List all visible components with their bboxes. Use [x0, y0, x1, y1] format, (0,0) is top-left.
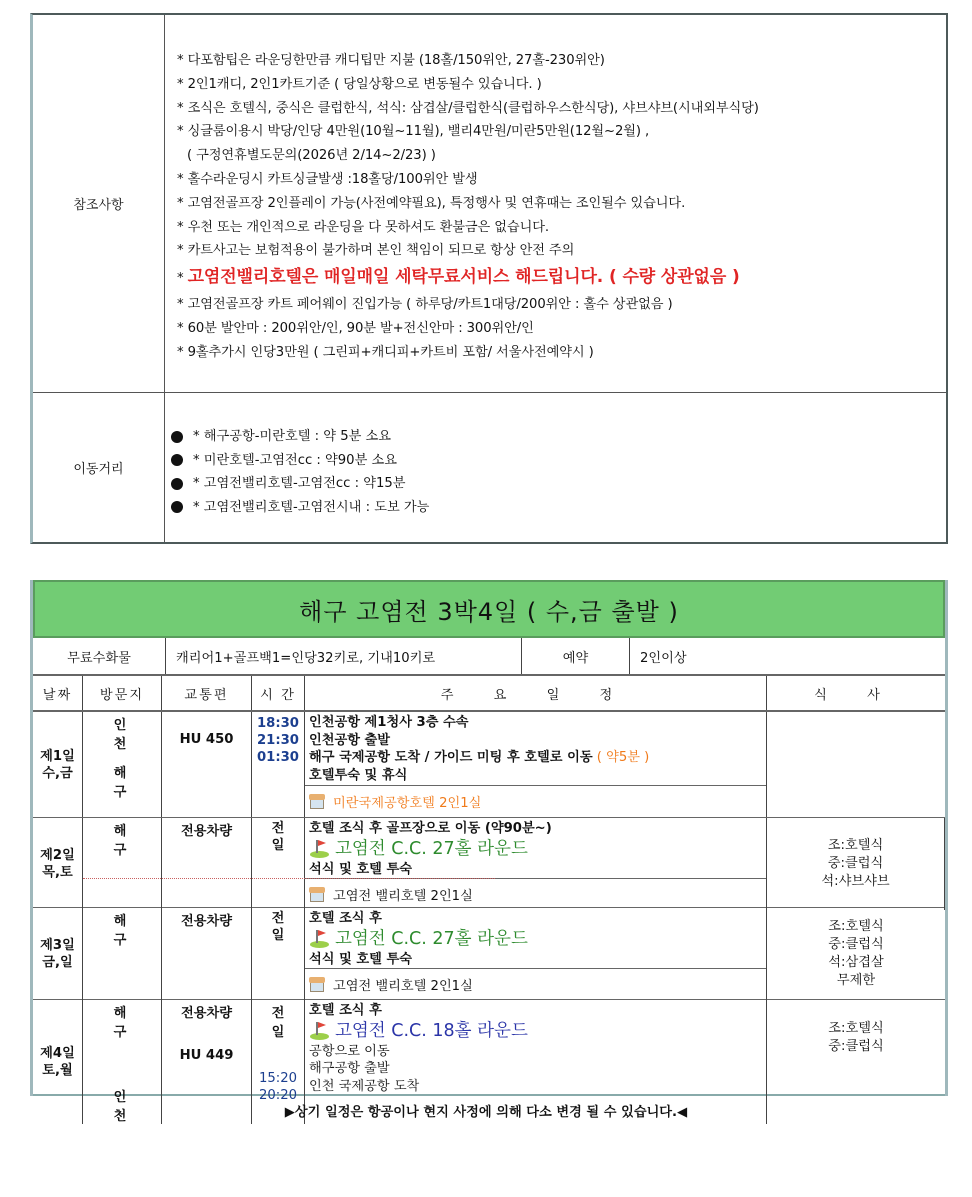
time-cell: [252, 818, 305, 910]
meal-item: 중:클럽식: [827, 856, 884, 871]
schedule-cell: [305, 712, 767, 817]
transport-type: 전용차량: [181, 914, 232, 929]
note-star: *: [177, 271, 188, 287]
day-weekdays: 목,토: [42, 865, 73, 880]
distance-item: [171, 425, 946, 449]
baggage-label: 무료수화물: [33, 638, 166, 674]
booking-value: 2인이상: [640, 650, 687, 666]
note-line: * 고염전골프장 카트 페어웨이 진입가능 ( 하루당/카트1대당/200위안 : 홀수 상관없음 ): [177, 297, 673, 313]
schedule-line: 인천 국제공항 도착: [309, 1078, 420, 1094]
time-value: 전 일: [271, 911, 291, 943]
baggage-value: 캐리어1+골프백1=인당32키로, 기내10키로: [166, 638, 522, 674]
golf-flag-icon: [309, 929, 331, 949]
distance-content: [165, 393, 946, 542]
note-line: * 다포함팁은 라운딩한만큼 캐디팁만 지불 (18홀/150위안, 27홀-230위안): [177, 53, 605, 68]
hotel-name: 고염전 밸리호텔 2인1실: [333, 889, 473, 904]
meal-item: 중:클럽식: [828, 937, 884, 952]
golf-round: [309, 928, 766, 951]
note-highlight: [177, 263, 946, 293]
meal-item: 무제한: [836, 973, 876, 988]
schedule-line: 호텔 조식 후: [309, 1003, 382, 1018]
time-value: 21:30: [257, 733, 299, 748]
hotel-icon: [309, 794, 325, 810]
schedule-line: 인천공항 제1청사 3층 수속: [309, 715, 469, 730]
golf-round-text: 고염전 C.C. 18홀 라운드: [335, 1020, 528, 1041]
time-value: 20:20: [258, 1088, 297, 1103]
bullet-icon: [171, 431, 183, 443]
time-value: 전 일: [271, 821, 291, 853]
visit-cell: [83, 908, 162, 1000]
meal-item: 조:호텔식: [828, 1021, 884, 1036]
schedule-line: 해구공항 출발: [309, 1061, 390, 1076]
header-meals: 식 사: [814, 687, 898, 703]
bullet-icon: [171, 501, 183, 513]
transport-cell: [162, 818, 252, 910]
hotel-row: [305, 785, 766, 817]
hotel-icon: [309, 887, 325, 903]
meals-cell: [767, 818, 945, 910]
visit-place: 해 구: [113, 824, 141, 858]
distance-text: * 미란호텔-고염전cc : 약90분 소요: [193, 452, 397, 468]
notes-content: [165, 15, 946, 393]
golf-round-text: 고염전 C.C. 27홀 라운드: [335, 928, 528, 949]
golf-round: [309, 838, 766, 861]
visit-place: 해 구: [113, 766, 141, 800]
meals-cell: [767, 712, 945, 817]
hotel-row: [305, 878, 766, 910]
distance-label: 이동거리: [33, 393, 165, 542]
bullet-icon: [171, 454, 183, 466]
hotel-name: 미란국제공항호텔 2인1실: [333, 796, 482, 811]
header-time: 시 간: [252, 676, 305, 710]
meals-cell: [767, 908, 945, 1000]
transport-type: 전용차량: [181, 1006, 232, 1021]
distance-text: * 고염전밸리호텔-고염전cc : 약15분: [193, 476, 406, 491]
day-weekdays: 금,일: [42, 955, 73, 970]
transport-cell: [162, 712, 252, 817]
day-row-3: [33, 908, 945, 1000]
day-row-1: [33, 712, 945, 818]
bullet-icon: [171, 478, 183, 490]
meal-item: 석:샤브샤브: [821, 874, 890, 889]
day-row-2: [33, 818, 945, 908]
schedule-line: 호텔 조식 후 골프장으로 이동 (약90분~): [309, 821, 552, 836]
day-number: 제3일: [40, 938, 75, 953]
time-cell: [252, 908, 305, 1000]
schedule-line: 호텔 조식 후: [309, 911, 382, 926]
visit-place: 인 천: [113, 718, 141, 752]
schedule-line: [309, 749, 766, 767]
distance-text: * 해구공항-미란호텔 : 약 5분 소요: [193, 429, 392, 444]
flight-number: HU 450: [179, 732, 234, 747]
note-line: * 60분 발안마 : 200위안/인, 90분 발+전신안마 : 300위안/인: [177, 320, 534, 336]
schedule-text: 해구 국제공항 도착 / 가이드 미팅 후 호텔로 이동: [309, 750, 593, 765]
note-line: ( 구정연휴별도문의(2026년 2/14~2/23) ): [187, 148, 436, 164]
footer-disclaimer: ▶상기 일정은 항공이나 현지 사정에 의해 다소 변경 될 수 있습니다.◀: [284, 1105, 688, 1120]
schedule-cell: [305, 818, 767, 910]
hotel-name: 고염전 밸리호텔 2인1실: [333, 979, 473, 994]
schedule-line: 석식 및 호텔 투숙: [309, 951, 412, 967]
schedule-line: 공항으로 이동: [309, 1043, 390, 1059]
visit-cell: [83, 818, 162, 910]
meal-item: 조:호텔식: [828, 919, 884, 934]
schedule-line: 석식 및 호텔 투숙: [309, 861, 412, 877]
hotel-row: [305, 968, 766, 1000]
meal-item: 조:호텔식: [827, 838, 884, 853]
hotel-icon: [309, 977, 325, 993]
schedule-note: ( 약5분 ): [592, 750, 650, 765]
day-number: 제1일: [40, 748, 75, 764]
distance-item: [171, 449, 946, 473]
day-weekdays: 토,월: [42, 1063, 73, 1078]
schedule-lines: [305, 712, 766, 785]
day-label: [33, 908, 83, 1000]
time-value: 전 일: [271, 1006, 291, 1040]
notes-table: [30, 13, 948, 544]
schedule-line: 인천공항 출발: [309, 732, 391, 748]
day-weekdays: 수,금: [42, 765, 73, 781]
itinerary-title: 해구 고염전 3박4일 ( 수,금 출발 ): [33, 580, 945, 638]
time-value: 01:30: [257, 750, 299, 765]
header-visit: 방문지: [83, 676, 162, 710]
flight-number: HU 449: [179, 1048, 234, 1063]
time-value: 18:30: [257, 716, 299, 731]
visit-place: 해 구: [113, 1006, 141, 1040]
distance-item: [171, 496, 946, 520]
note-line: * 고염전골프장 2인플레이 가능(사전예약필요), 특정행사 및 연휴때는 조인될수 있습니다.: [177, 195, 686, 211]
info-row: [33, 638, 945, 676]
visit-place: 인 천: [113, 1090, 141, 1124]
booking-label: 예약: [522, 638, 630, 674]
day-label: [33, 712, 83, 817]
schedule-lines: [305, 908, 766, 968]
transport-cell: [162, 908, 252, 1000]
header-row: [33, 676, 945, 712]
meal-item: 석:삼겹살: [828, 955, 884, 970]
header-transport: 교통편: [162, 676, 252, 710]
golf-flag-icon: [309, 839, 331, 859]
transport-type: 전용차량: [181, 824, 232, 839]
time-value: 15:20: [258, 1071, 297, 1086]
time-cell: [252, 712, 305, 817]
note-line: * 홀수라운딩시 카트싱글발생 :18홀당/100위안 발생: [177, 171, 478, 187]
note-line: * 조식은 호텔식, 중식은 클럽한식, 석식: 삼겹살/클럽한식(클럽하우스한식당), 샤브샤브(시내외부식당): [177, 100, 759, 116]
visit-place: 해 구: [113, 914, 141, 948]
note-line: * 싱글룸이용시 박당/인당 4만원(10월~11월), 밸리4만원/미란5만원(12월~2월) ,: [177, 124, 650, 140]
distance-text: * 고염전밸리호텔-고염전시내 : 도보 가능: [193, 499, 430, 515]
schedule-cell: [305, 908, 767, 1000]
notes-label: 참조사항: [33, 15, 165, 393]
dotted-divider: [83, 878, 495, 879]
day-number: 제4일: [40, 1046, 75, 1061]
header-schedule: 주 요 일 정: [305, 676, 767, 710]
note-line: * 9홀추가시 인당3만원 ( 그린피+캐디피+카트비 포함/ 서울사전예약시 ): [177, 344, 594, 360]
meal-item: 중:클럽식: [828, 1039, 884, 1054]
note-line: * 우천 또는 개인적으로 라운딩을 다 못하셔도 환불금은 없습니다.: [177, 219, 549, 235]
header-date: 날짜: [33, 676, 83, 710]
golf-round-text: 고염전 C.C. 27홀 라운드: [335, 838, 528, 859]
note-line: * 카트사고는 보험적용이 불가하며 본인 책임이 되므로 항상 안전 주의: [177, 243, 575, 259]
visit-cell: [83, 712, 162, 817]
day-label: [33, 818, 83, 910]
note-highlight-text: 고염전밸리호텔은 매일매일 세탁무료서비스 해드립니다. ( 수량 상관없음 ): [187, 267, 740, 288]
distance-item: [171, 472, 946, 496]
note-line: * 2인1캐디, 2인1카트기준 ( 당일상황으로 변동될수 있습니다. ): [177, 76, 542, 92]
golf-round: [309, 1020, 766, 1043]
day-number: 제2일: [40, 848, 75, 863]
golf-flag-icon: [309, 1021, 331, 1041]
schedule-line: 호텔투숙 및 휴식: [309, 767, 408, 783]
schedule-lines: [305, 818, 766, 878]
